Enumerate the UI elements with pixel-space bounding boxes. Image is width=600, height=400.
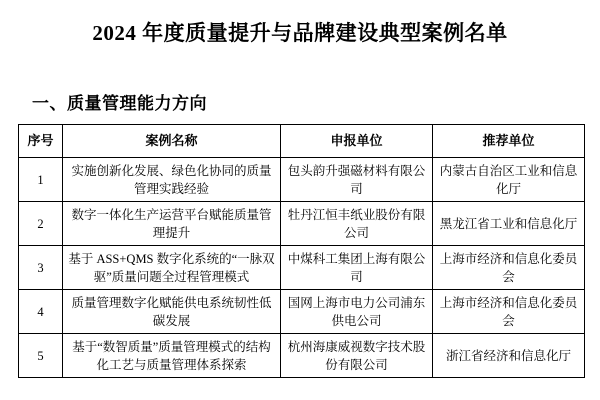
column-header-index: 序号 — [19, 125, 63, 158]
cell-case-name: 基于“数智质量”质量管理模式的结构化工艺与质量管理体系探索 — [63, 334, 281, 378]
table-row — [19, 202, 585, 246]
cell-index: 2 — [19, 202, 63, 246]
cell-applicant: 牡丹江恒丰纸业股份有限公司 — [281, 202, 433, 246]
cell-case-name: 基于 ASS+QMS 数字化系统的“一脉双驱”质量问题全过程管理模式 — [63, 246, 281, 290]
cell-recommender: 上海市经济和信息化委员会 — [433, 246, 585, 290]
column-header-applicant: 申报单位 — [281, 125, 433, 158]
column-header-recommender: 推荐单位 — [433, 125, 585, 158]
cell-case-name: 质量管理数字化赋能供电系统韧性低碳发展 — [63, 290, 281, 334]
cell-applicant: 中煤科工集团上海有限公司 — [281, 246, 433, 290]
cell-applicant: 杭州海康威视数字技术股份有限公司 — [281, 334, 433, 378]
cell-index: 1 — [19, 158, 63, 202]
cell-recommender: 浙江省经济和信息化厅 — [433, 334, 585, 378]
cell-recommender: 内蒙古自治区工业和信息化厅 — [433, 158, 585, 202]
cell-recommender: 上海市经济和信息化委员会 — [433, 290, 585, 334]
table-row — [19, 158, 585, 202]
cell-case-name: 数字一体化生产运营平台赋能质量管理提升 — [63, 202, 281, 246]
cell-index: 4 — [19, 290, 63, 334]
page-title: 2024 年度质量提升与品牌建设典型案例名单 — [92, 21, 508, 45]
cell-recommender: 黑龙江省工业和信息化厅 — [433, 202, 585, 246]
section-heading: 一、质量管理能力方向 — [32, 94, 207, 114]
table-row — [19, 246, 585, 290]
case-list-table — [18, 124, 585, 378]
table-row — [19, 290, 585, 334]
cell-case-name: 实施创新化发展、绿色化协同的质量管理实践经验 — [63, 158, 281, 202]
cell-applicant: 包头韵升强磁材料有限公司 — [281, 158, 433, 202]
cell-index: 3 — [19, 246, 63, 290]
cell-applicant: 国网上海市电力公司浦东供电公司 — [281, 290, 433, 334]
table-header-row — [19, 125, 585, 158]
table-row — [19, 334, 585, 378]
cell-index: 5 — [19, 334, 63, 378]
column-header-name: 案例名称 — [63, 125, 281, 158]
